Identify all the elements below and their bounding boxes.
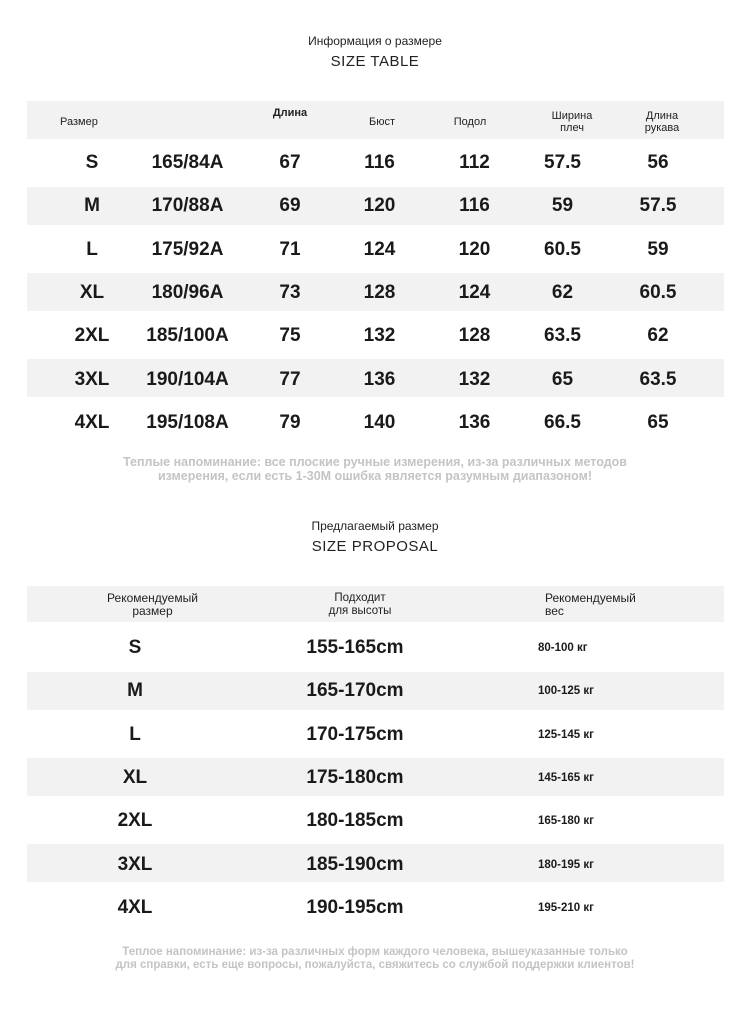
cell-shoulder: 65 [551,368,574,390]
table-row [0,316,750,356]
cell-height: 180-185cm [306,810,404,832]
size-table-note [60,455,690,483]
header-fits-height-l1: Подходит [334,592,386,604]
cell-length: 77 [279,368,301,390]
header-size: Размер [60,116,98,128]
header-length: Длина [272,107,308,119]
header-fits-height-l2: для высоты [328,605,392,617]
table-row [0,186,750,226]
cell-size: 4XL [117,896,153,918]
size-table-title: SIZE TABLE [330,53,420,70]
cell-weight: 195-210 кг [538,901,594,914]
table-row [0,230,750,270]
table-row [0,888,750,928]
cell-height: 155-165cm [306,637,404,658]
cell-size: M [127,680,143,702]
cell-shoulder: 66.5 [544,411,581,433]
header-shoulder [532,110,612,134]
table-row [0,671,750,711]
table-row [0,273,750,313]
cell-hem: 116 [459,195,490,217]
header-bust: Бюст [368,116,395,128]
cell-hem: 120 [458,238,491,260]
cell-code: 190/104A [146,368,229,390]
size-proposal-subtitle: Предлагаемый размер [311,519,439,533]
cell-hem: 136 [458,411,491,433]
cell-weight: 145-165 кг [538,771,594,784]
header-sleeve-text: Длина рукава [644,110,680,134]
cell-size: 2XL [117,810,153,832]
cell-length: 73 [279,281,301,303]
cell-size: S [85,152,99,173]
cell-hem: 112 [459,152,490,173]
header-sleeve [622,110,702,134]
cell-bust: 124 [363,238,396,260]
cell-length: 69 [279,195,301,217]
cell-bust: 120 [363,195,396,217]
size-table-subtitle: Информация о размере [308,34,442,48]
cell-code: 195/108A [146,411,229,433]
cell-length: 75 [279,325,301,347]
cell-height: 185-190cm [306,853,404,875]
cell-shoulder: 60.5 [544,238,581,260]
table-row [0,143,750,183]
cell-shoulder: 63.5 [544,325,581,347]
cell-bust: 136 [363,368,396,390]
table-row [0,403,750,443]
cell-sleeve: 56 [647,152,669,173]
cell-weight: 125-145 кг [538,728,594,741]
header-recommended-weight-l2: вес [545,604,564,618]
cell-height: 165-170cm [306,680,404,702]
header-recommended-size [85,592,220,618]
size-table-note-line1: Теплые напоминание: все плоские ручные измерения, из-за различных методов [123,455,627,469]
cell-sleeve: 63.5 [639,368,677,390]
cell-height: 175-180cm [306,766,404,788]
header-recommended-weight-l1: Рекомендуемый [545,591,636,605]
cell-size: L [86,238,98,260]
cell-shoulder: 57.5 [544,152,581,173]
header-recommended-size-l1: Рекомендуемый [107,591,198,605]
cell-bust: 128 [363,281,396,303]
cell-weight: 80-100 кг [538,642,588,654]
cell-size: 2XL [74,325,110,347]
header-shoulder-text: Ширина плеч [551,110,593,134]
cell-weight: 180-195 кг [538,858,594,871]
header-recommended-weight [545,592,685,618]
cell-size: 3XL [117,853,153,875]
table-row [0,801,750,841]
cell-code: 180/96A [151,281,224,303]
cell-size: 4XL [74,411,110,433]
cell-bust: 132 [363,325,396,347]
header-recommended-size-l2: размер [132,604,173,618]
size-proposal-note [60,946,690,972]
table-row [0,758,750,798]
cell-weight: 100-125 кг [538,685,594,698]
size-proposal-note-line2: для справки, есть еще вопросы, пожалуйста, свяжитесь со службой поддержки клиентов! [115,959,635,971]
header-hem: Подол [453,116,487,128]
cell-height: 190-195cm [306,896,404,918]
cell-size: L [129,723,141,745]
cell-size: S [128,637,142,658]
cell-bust: 116 [364,152,395,173]
cell-sleeve: 65 [647,411,669,433]
cell-weight: 165-180 кг [538,815,594,828]
cell-code: 170/88A [151,195,224,217]
cell-size: M [84,195,100,217]
cell-hem: 128 [458,325,491,347]
cell-size: 3XL [74,368,110,390]
table-row [0,628,750,668]
cell-shoulder: 59 [551,195,574,217]
cell-sleeve: 59 [647,238,669,260]
cell-code: 175/92A [151,238,224,260]
size-proposal-note-line1: Теплое напоминание: из-за различных форм каждого человека, вышеуказанные только [122,946,628,958]
cell-hem: 132 [458,368,491,390]
cell-size: XL [122,766,148,788]
cell-length: 71 [279,238,301,260]
cell-height: 170-175cm [306,723,404,745]
table-row [0,845,750,885]
cell-shoulder: 62 [551,281,574,303]
cell-sleeve: 60.5 [639,281,677,303]
table-row [0,360,750,400]
table-row [0,715,750,755]
cell-length: 67 [279,152,301,173]
size-proposal-title: SIZE PROPOSAL [311,538,439,555]
cell-hem: 124 [458,281,491,303]
cell-code: 185/100A [146,325,229,347]
cell-bust: 140 [363,411,396,433]
cell-size: XL [79,281,105,303]
cell-sleeve: 62 [647,325,669,347]
cell-length: 79 [279,411,301,433]
header-fits-height [300,592,420,618]
size-table-note-line2: измерения, если есть 1-30М ошибка является разумным диапазоном! [157,469,593,483]
cell-code: 165/84A [151,152,224,173]
cell-sleeve: 57.5 [639,195,677,217]
